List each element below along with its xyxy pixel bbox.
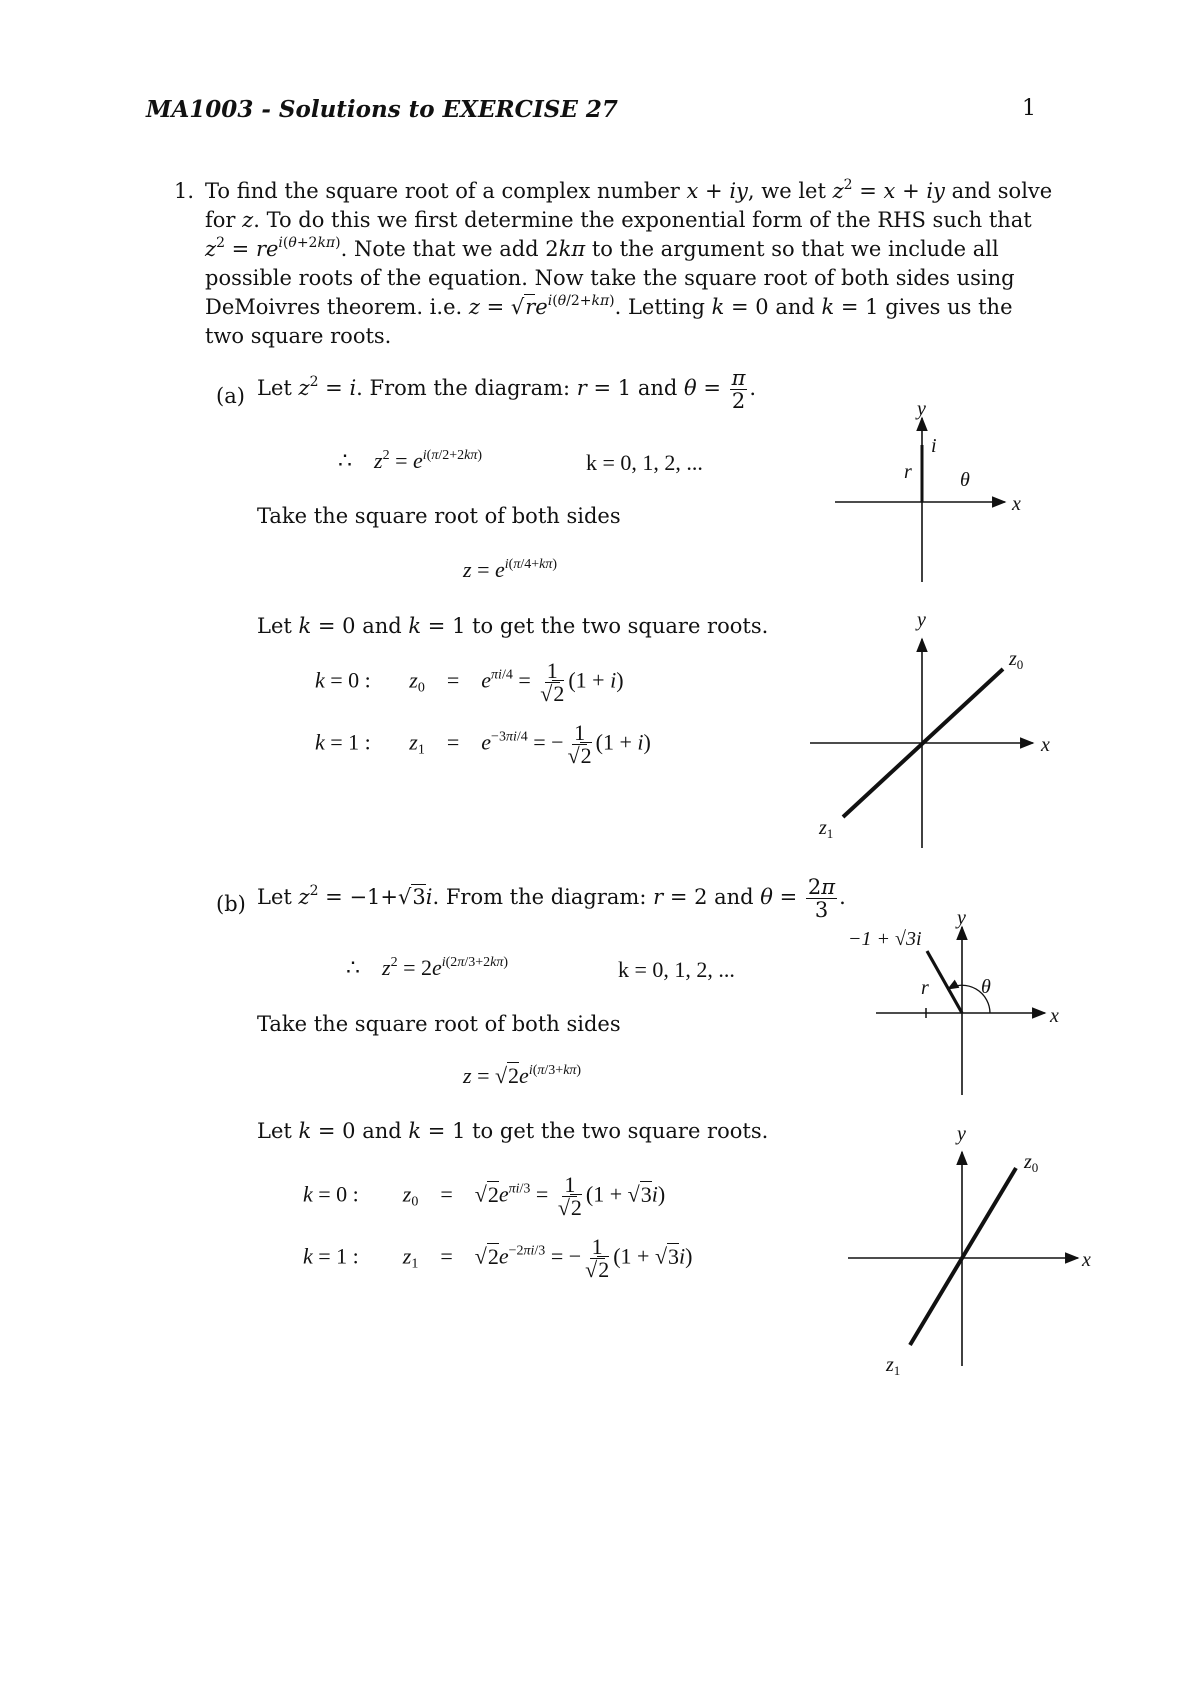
part-b-statement: Let $z^2 = -1+√3i$. From the diagram: r = 2 and θ = $\frac{2\pi}{3}$ . bbox=[257, 875, 846, 922]
part-b-label: (b) bbox=[216, 892, 246, 916]
vector-point bbox=[927, 951, 962, 1013]
argand-diagram-i bbox=[835, 398, 1021, 582]
argand-diagram-b bbox=[848, 907, 1059, 1095]
theta-label: θ bbox=[960, 469, 970, 491]
part-b-root-k1: k = 1 : $z_1$ = $√2e^{-2\pi i/3}$ = − $\frac{1}{√2}$ (1 + √3i) bbox=[303, 1234, 693, 1282]
z1-label: $z_1$ bbox=[819, 817, 834, 841]
part-a-take-root: Take the square root of both sides bbox=[257, 504, 621, 528]
intro-line-6: two square roots. bbox=[205, 324, 392, 348]
theta-label: θ bbox=[981, 976, 991, 998]
z0-label: $z_0$ bbox=[1009, 648, 1024, 672]
part-a-k-range: k = 0, 1, 2, ... bbox=[586, 450, 703, 475]
page-number: 1 bbox=[1022, 96, 1036, 121]
part-b-take-root: Take the square root of both sides bbox=[257, 1012, 621, 1036]
part-a-root-k1: k = 1 : $z_1$ = $e^{-3\pi i/4}$ = − $\frac{1}{√2}$ (1 + i) bbox=[315, 720, 651, 768]
y-label: y bbox=[957, 1123, 966, 1145]
part-a-statement: Let $z^2 = i$. From the diagram: r = 1 and θ = $\frac{\pi}{2}$ . bbox=[257, 366, 757, 413]
intro-line-4: possible roots of the equation. Now take the square root of both sides using bbox=[205, 266, 1015, 290]
part-a-equation-1: ∴ $z^2 = e^{i(\pi/2+2k\pi)}$ bbox=[338, 448, 483, 473]
x-label: x bbox=[1041, 734, 1050, 756]
part-a-root-k0: k = 0 : $z_0$ = $e^{\pi i/4}$ = $\frac{1}{√2}$ (1 + i) bbox=[315, 658, 624, 706]
y-label: y bbox=[917, 398, 926, 420]
y-label: y bbox=[917, 609, 926, 631]
part-b-k-range: k = 0, 1, 2, ... bbox=[618, 957, 735, 982]
intro-line-1: To find the square root of a complex number x + iy, we let $z^2 = x$ + iy and solve bbox=[205, 177, 1053, 203]
z0-label: $z_0$ bbox=[1024, 1151, 1039, 1175]
z1-label: $z_1$ bbox=[886, 1354, 901, 1378]
x-label: x bbox=[1082, 1249, 1091, 1271]
y-label: y bbox=[957, 907, 966, 929]
intro-line-2: for z. To do this we first determine the exponential form of the RHS such that bbox=[205, 208, 1032, 232]
part-b-root-k0: k = 0 : $z_0$ = $√2e^{\pi i/3}$ = $\frac{1}{√2}$ (1 + √3i) bbox=[303, 1172, 666, 1220]
argand-diagram-b-roots bbox=[848, 1123, 1091, 1378]
question-number: 1. bbox=[174, 179, 195, 203]
document-title: MA1003 - Solutions to EXERCISE 27 bbox=[146, 96, 618, 123]
r-label: r bbox=[921, 977, 929, 999]
part-a-let-k: Let k = 0 and k = 1 to get the two square roots. bbox=[257, 614, 769, 638]
part-b-root-equation: $z = √2e^{i(\pi/3+k\pi)}$ bbox=[463, 1063, 582, 1088]
part-a-label: (a) bbox=[216, 384, 245, 408]
x-label: x bbox=[1050, 1005, 1059, 1027]
x-label: x bbox=[1012, 493, 1021, 515]
intro-line-3: $z^2 = re^{i(\theta+2k\pi)}$. Note that we add 2kπ to the argument so that we include all bbox=[205, 235, 999, 261]
i-label: i bbox=[931, 435, 937, 457]
roots-line bbox=[910, 1168, 1016, 1345]
intro-line-5: DeMoivres theorem. i.e. $z = √re^{i(\theta/2+k\pi)}$. Letting k = 0 and k = 1 gives us the bbox=[205, 293, 1013, 319]
argand-diagram-a-roots bbox=[810, 609, 1050, 848]
part-b-let-k: Let k = 0 and k = 1 to get the two square roots. bbox=[257, 1119, 769, 1143]
part-a-root-equation: $z = e^{i(\pi/4+k\pi)}$ bbox=[463, 557, 558, 582]
point-label: −1 + √3i bbox=[848, 928, 922, 950]
part-b-equation-1: ∴ $z^2 = 2e^{i(2\pi/3+2k\pi)}$ bbox=[346, 955, 509, 980]
r-label: r bbox=[904, 461, 912, 483]
